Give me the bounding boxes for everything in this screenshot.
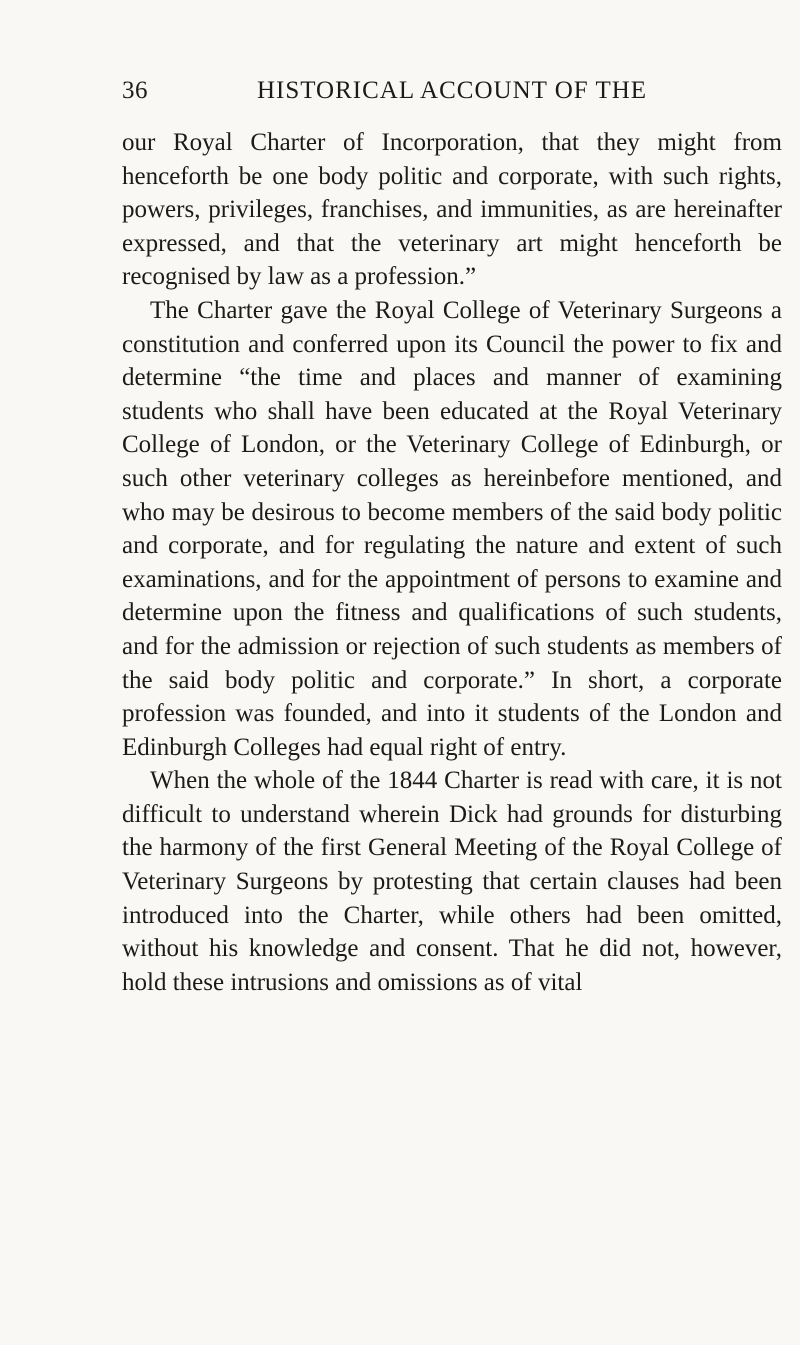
paragraph-continued: our Royal Charter of Incorporation, that they might from henceforth be one body politic and corporate, with such rights, powers, privileges, franchises, and immunities, as are hereinafter expressed, and that the veterinary art might henceforth be recognised by law as a profession.” bbox=[122, 129, 782, 291]
running-head: HISTORICAL ACCOUNT OF THE bbox=[256, 77, 648, 104]
paragraph-charter: The Charter gave the Royal College of Veterinary Surgeons a constitution and conferred upon its Council the power to fix and determine “the time and places and manner of examining students who shall have been educated at the Royal Veterinary College of London, or the Veterinary College of Edinburgh, or such other veterinary colleges as hereinbefore mentioned, and who may be desirous to become members of the said body politic and corporate, and for regulating the nature and extent of such examinations, and for the appointment of persons to examine and determine upon the fitness and qualifications of such students, and for the admission or rejection of such students as members of the said body politic and corporate.” In short, a corporate profession was founded, and into it students of the London and Edinburgh Colleges had equal right of entry. bbox=[122, 296, 782, 761]
page-number: 36 bbox=[122, 77, 148, 104]
paragraph-1844-charter: When the whole of the 1844 Charter is read with care, it is not difficult to understand wherein Dick had grounds for disturbing the harmony of the first General Meeting of the Royal College of Veterinary Surgeons by protesting that certain clauses had been introduced into the Charter, while others had been omitted, without his knowledge and consent. That he did not, however, hold these intrusions and omissions as of vital bbox=[122, 767, 782, 996]
body-text bbox=[122, 126, 782, 999]
page-header bbox=[122, 74, 782, 108]
